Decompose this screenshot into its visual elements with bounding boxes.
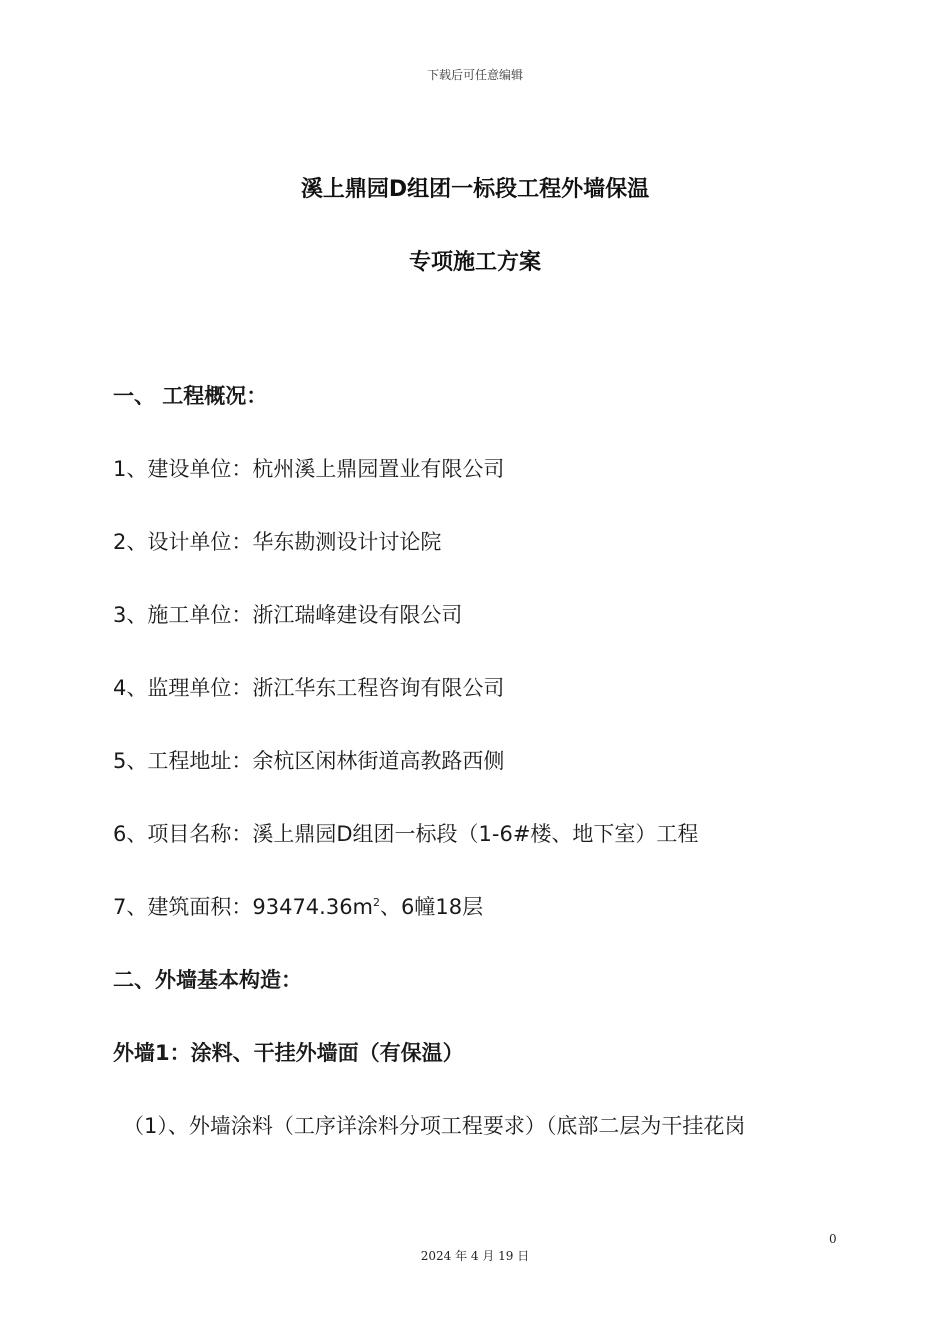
section1-heading: 一、 工程概况： [113, 384, 268, 408]
footer-date: 2024 年 4 月 19 日 [420, 1249, 530, 1263]
document-title-line2: 专项施工方案 [408, 250, 541, 275]
section2-heading: 二、外墙基本构造： [113, 968, 302, 992]
overview-item-1: 1、建设单位：杭州溪上鼎园置业有限公司 [113, 457, 505, 481]
wall1-heading: 外墙1：涂料、干挂外墙面（有保温） [113, 1041, 464, 1065]
page-number: 0 [829, 1232, 837, 1246]
header-note: 下载后可任意编辑 [426, 68, 523, 82]
overview-item-6: 6、项目名称：溪上鼎园D组团一标段（1-6#楼、地下室）工程 [113, 822, 699, 846]
document-title-line1: 溪上鼎园D组团一标段工程外墙保温 [300, 177, 650, 202]
overview-item-5: 5、工程地址：余杭区闲林街道高教路西侧 [113, 749, 505, 773]
overview-item-7 [113, 891, 483, 921]
item7-superscript: 2 [373, 896, 381, 909]
wall1-item-1: （1）、外墙涂料（工序详涂料分项工程要求）（底部二层为干挂花岗 [123, 1114, 746, 1138]
item7-prefix: 7、建筑面积：93474.36m [113, 895, 374, 919]
overview-item-2: 2、设计单位：华东勘测设计讨论院 [113, 530, 442, 554]
item7-suffix: 、6幢18层 [380, 895, 484, 919]
overview-item-3: 3、施工单位：浙江瑞峰建设有限公司 [113, 603, 463, 627]
overview-item-4: 4、监理单位：浙江华东工程咨询有限公司 [113, 676, 505, 700]
